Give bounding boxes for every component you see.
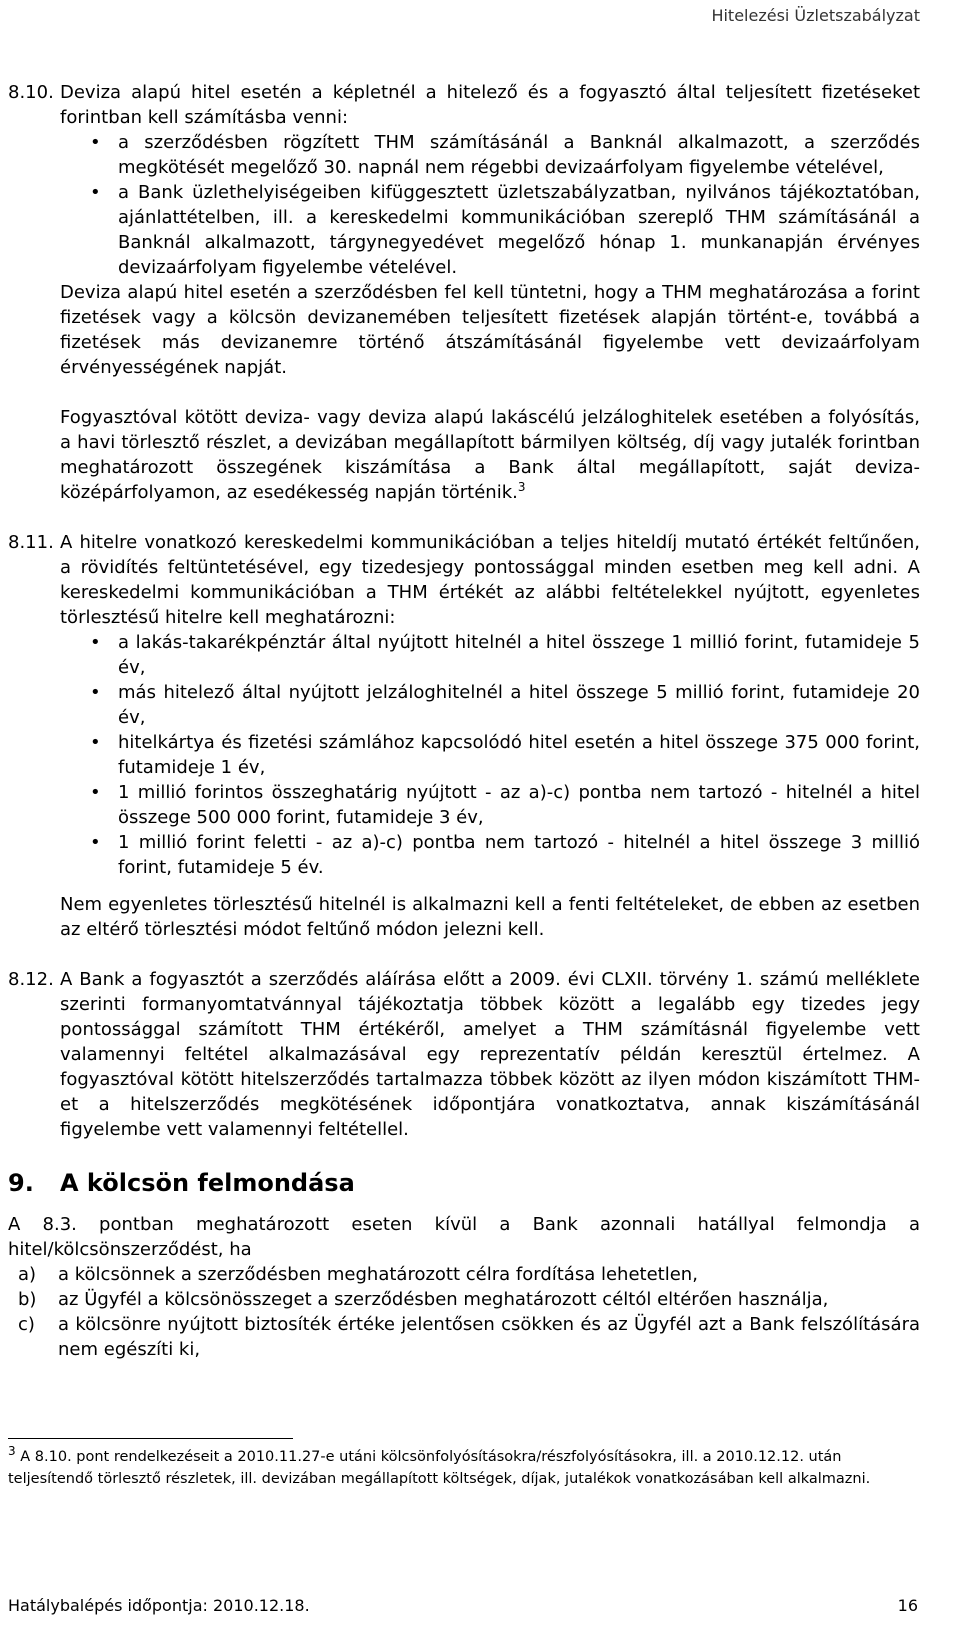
footnote-text: A 8.10. pont rendelkezéseit a 2010.11.27-e utáni kölcsönfolyósításokra/részfolyósításokra, ill. a 2010.12.12. után teljesítendő törlesztő részletek, ill. devizában megállapított költségek, díjak, jutalékok vonatkozásában kell alkalmazni. [8, 1449, 871, 1487]
footnote-reference[interactable]: 3 [517, 480, 526, 494]
bullet-list [60, 630, 920, 880]
bullet-list [60, 130, 920, 280]
list-item: • a szerződésben rögzített THM számításánál a Banknál alkalmazott, a szerződés megkötését megelőző 30. napnál nem régebbi devizaárfolyam figyelembe vételével, [90, 132, 920, 178]
list-item: a) a kölcsönnek a szerződésben meghatározott célra fordítása lehetetlen, [18, 1264, 698, 1285]
paragraph: A hitelre vonatkozó kereskedelmi kommunikációban a teljes hiteldíj mutató értékét feltűnően, a rövidítés feltüntetésével, egy tizedesjegy pontossággal minden esetben meg kell adni. A kereskedelmi kommunikációban a THM értékét az alábbi feltételekkel nyújtott, egyenletes törlesztésű hitelre kell meghatározni: [60, 532, 920, 628]
list-item: c) a kölcsönre nyújtott biztosíték értéke jelentősen csökken és az Ügyfél azt a Bank felszólítására nem egészíti ki, [18, 1314, 920, 1360]
paragraph: Deviza alapú hitel esetén a képletnél a hitelező és a fogyasztó által teljesített fizetéseket forintban kell számításba venni: [60, 82, 920, 128]
running-header: Hitelezési Üzletszabályzat [711, 6, 920, 25]
bullet-icon: • [90, 182, 101, 203]
list-item: • a Bank üzlethelyiségeiben kifüggesztett üzletszabályzatban, nyilvános tájékoztatóban, ajánlattételben, ill. a kereskedelmi kommunikációban szereplő THM számításánál a Banknál alkalmazott, tárgynegyedévet megelőző hónap 1. munkanapján érvényes devizaárfolyam figyelembe vételével. [90, 182, 920, 278]
heading-number: 9. [8, 1169, 34, 1197]
item-letter: a) [18, 1264, 37, 1285]
bullet-icon: • [90, 832, 101, 853]
lettered-list [8, 1262, 920, 1362]
section-8-10 [8, 80, 920, 505]
paragraph: A 8.3. pontban meghatározott eseten kívül a Bank azonnali hatállyal felmondja a hitel/kölcsönszerződést, ha [8, 1214, 920, 1260]
item-letter: c) [18, 1314, 35, 1335]
document-body [8, 80, 920, 1362]
list-item: • a lakás-takarékpénztár által nyújtott hitelnél a hitel összege 1 millió forint, futamideje 5 év, [90, 632, 920, 678]
list-item: b) az Ügyfél a kölcsönösszeget a szerződésben meghatározott céltól eltérően használja, [18, 1289, 829, 1310]
bullet-icon: • [90, 132, 101, 153]
section-number: 8.12. [8, 969, 54, 990]
section-number: 8.11. [8, 532, 54, 553]
list-item: • hitelkártya és fizetési számlához kapcsolódó hitel esetén a hitel összege 375 000 forint, futamideje 1 év, [90, 732, 920, 778]
list-item: • 1 millió forintos összeghatárig nyújtott - az a)-c) pontba nem tartozó - hitelnél a hitel összege 500 000 forint, futamideje 3 év, [90, 782, 920, 828]
bullet-icon: • [90, 632, 101, 653]
paragraph: Fogyasztóval kötött deviza- vagy deviza alapú lakáscélú jelzáloghitelek esetében a folyósítás, a havi törlesztő részlet, a devizában megállapított bármilyen költség, díj vagy jutalék forintban meghatározott összegének kiszámítása a Bank által megállapított, saját deviza-középárfolyamon, az esedékesség napján történik.$^3$ [60, 407, 920, 503]
section-9-body [8, 1212, 920, 1362]
section-heading [8, 1168, 920, 1198]
paragraph: Deviza alapú hitel esetén a szerződésben fel kell tüntetni, hogy a THM meghatározása a forint fizetések vagy a kölcsön devizanemében teljesített fizetések alapján történt-e, továbbá a fizetések más devizanemre történő átszámításánál figyelembe vett devizaárfolyam érvényességének napját. [60, 282, 920, 378]
list-item: • más hitelező által nyújtott jelzáloghitelnél a hitel összege 5 millió forint, futamideje 20 év, [90, 682, 920, 728]
footnote [8, 1446, 918, 1490]
list-item: • 1 millió forint feletti - az a)-c) pontba nem tartozó - hitelnél a hitel összege 3 millió forint, futamideje 5 év. [90, 832, 920, 878]
section-number: 8.10. [8, 82, 54, 103]
page-number: 16 [897, 1596, 918, 1615]
bullet-icon: • [90, 682, 101, 703]
footnote-divider [8, 1438, 293, 1439]
bullet-icon: • [90, 782, 101, 803]
bullet-icon: • [90, 732, 101, 753]
page-footer [8, 1596, 918, 1615]
heading-title: A kölcsön felmondása [60, 1169, 355, 1197]
footnote-mark: 3 [8, 1444, 16, 1459]
paragraph: Nem egyenletes törlesztésű hitelnél is alkalmazni kell a fenti feltételeket, de ebben az esetben az eltérő törlesztési módot feltűnő módon jelezni kell. [60, 894, 920, 940]
paragraph: A Bank a fogyasztót a szerződés aláírása előtt a 2009. évi CLXII. törvény 1. számú melléklete szerinti formanyomtatvánnyal tájékoztatja többek között a legalább egy tizedes jegy pontossággal számított THM értékéről, amelyet a THM számításnál figyelembe vett valamennyi feltétel alkalmazásával egy reprezentatív példán keresztül értelmez. A fogyasztóval kötött hitelszerződés tartalmazza többek között az ilyen módon kiszámított THM-et a hitelszerződés megkötésének időpontjára vonatkoztatva, annak kiszámításánál figyelembe vett valamennyi feltétellel. [60, 969, 920, 1140]
effective-date: Hatálybalépés időpontja: 2010.12.18. [8, 1596, 310, 1615]
section-8-12 [8, 967, 920, 1142]
section-8-11 [8, 530, 920, 942]
item-letter: b) [18, 1289, 37, 1310]
